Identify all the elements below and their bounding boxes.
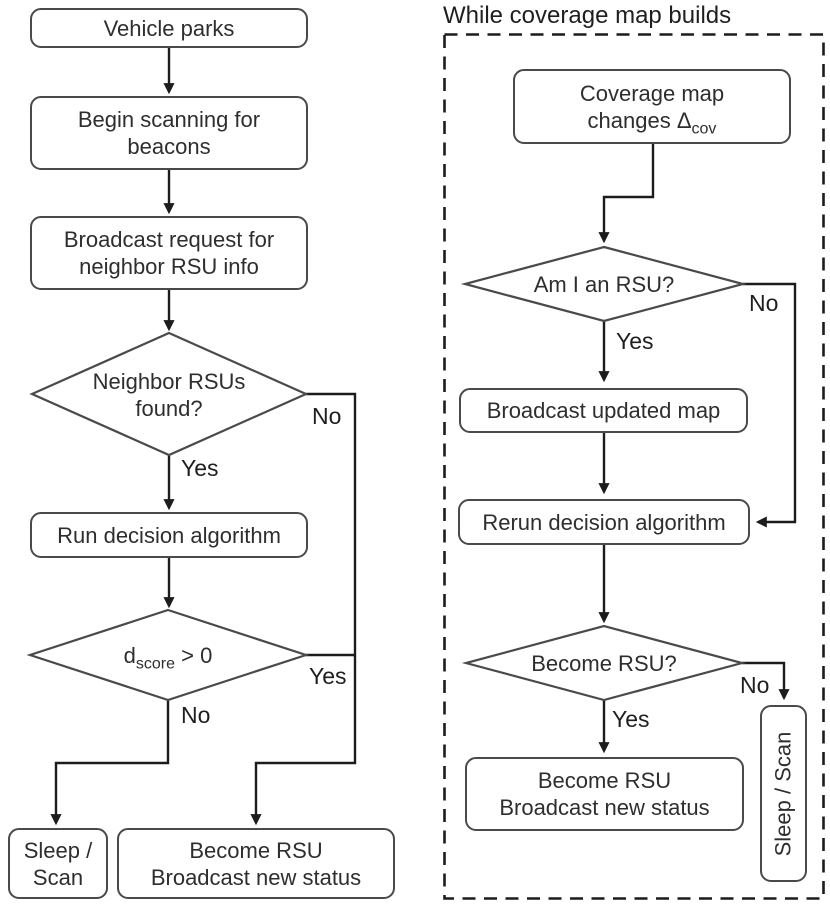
edge-label-neighbor-yes: Yes <box>181 455 219 481</box>
edge-label-become-no: No <box>740 672 770 698</box>
coverage-map-delta: changes Δ <box>587 107 692 133</box>
node-coverage-map-line2 <box>587 107 717 137</box>
edge-neighbor-no-rail <box>256 394 355 823</box>
node-run-decision-label: Run decision algorithm <box>57 522 281 548</box>
diamond-neighbor-rsus-found-label <box>49 366 289 424</box>
node-become-rsu-right <box>465 757 744 831</box>
node-broadcast-updated-map-label: Broadcast updated map <box>486 398 721 423</box>
node-begin-scanning <box>30 96 308 170</box>
node-sleep-scan-right <box>760 705 807 882</box>
dscore-base: d <box>123 642 136 668</box>
edge-amirsu-no <box>743 284 795 522</box>
edge-coverage-to-amirsu <box>604 143 653 241</box>
dscore-rest: > 0 <box>175 642 213 668</box>
coverage-map-subscript: cov <box>691 119 717 137</box>
node-broadcast-request-line1: Broadcast request for <box>63 227 275 252</box>
node-rerun-decision <box>458 499 750 545</box>
become-rsu-q-text: Become RSU? <box>531 650 677 676</box>
am-i-rsu-text: Am I an RSU? <box>533 271 675 297</box>
node-sleep-scan-left-line1: Sleep / <box>23 837 93 863</box>
node-become-rsu-left <box>117 828 395 899</box>
diamond-am-i-rsu-label <box>484 270 724 298</box>
edge-label-amirsu-no: No <box>749 290 779 316</box>
node-begin-scanning-line2: beacons <box>127 134 211 159</box>
diamond-dscore-label <box>48 638 288 672</box>
node-sleep-scan-left <box>8 828 108 899</box>
node-sleep-scan-left-line2: Scan <box>32 864 84 890</box>
edge-label-amirsu-yes: Yes <box>616 328 654 354</box>
node-coverage-map-line1: Coverage map <box>579 80 725 106</box>
node-broadcast-updated-map <box>459 388 748 433</box>
dscore-expression <box>123 642 213 672</box>
node-become-rsu-left-line2: Broadcast new status <box>150 864 362 890</box>
edge-label-become-yes: Yes <box>612 706 650 732</box>
diamond-become-rsu-label <box>484 649 724 677</box>
while-loop-title: While coverage map builds <box>443 2 732 29</box>
node-vehicle-parks-label: Vehicle parks <box>103 15 235 41</box>
neighbor-found-line1: Neighbor RSUs <box>92 369 246 394</box>
node-begin-scanning-line1: Begin scanning for <box>77 107 261 132</box>
node-vehicle-parks <box>30 8 308 48</box>
node-broadcast-request <box>30 216 308 290</box>
dscore-subscript: score <box>135 654 176 672</box>
node-become-rsu-right-line2: Broadcast new status <box>499 795 710 820</box>
edge-label-neighbor-no: No <box>312 403 342 429</box>
node-rerun-decision-label: Rerun decision algorithm <box>482 509 726 535</box>
node-sleep-scan-right-label: Sleep / Scan <box>770 731 796 856</box>
node-become-rsu-right-line1: Become RSU <box>537 768 672 793</box>
node-broadcast-request-line2: neighbor RSU info <box>79 254 259 279</box>
edge-label-dscore-no: No <box>181 702 211 728</box>
node-become-rsu-left-line1: Become RSU <box>189 837 323 863</box>
edge-label-dscore-yes: Yes <box>309 663 347 689</box>
edge-dscore-no <box>56 700 168 823</box>
neighbor-found-line2: found? <box>135 396 203 421</box>
node-coverage-map <box>513 69 791 144</box>
node-run-decision <box>30 512 308 558</box>
